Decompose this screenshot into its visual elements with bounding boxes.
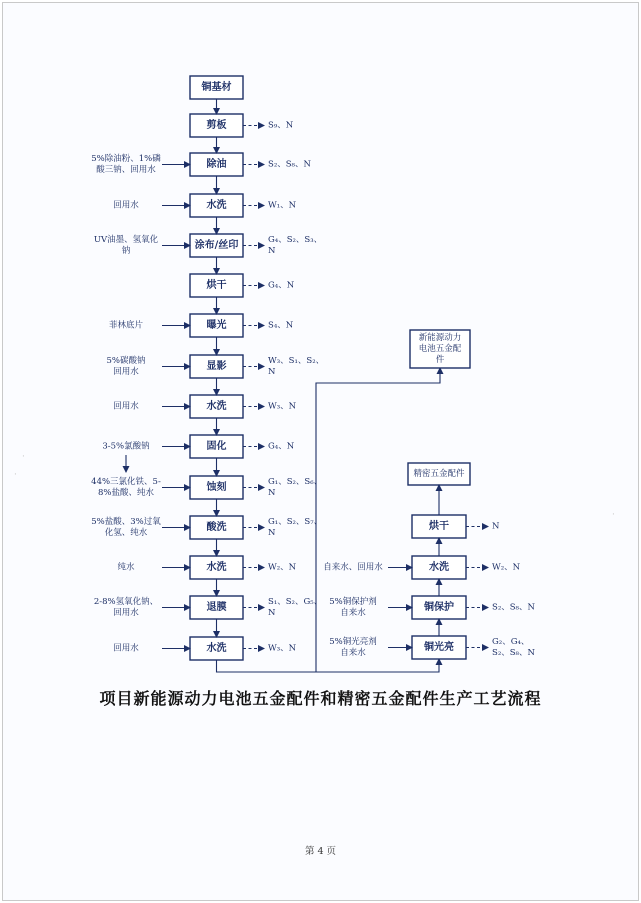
input-material-label: 5%铜光亮剂 (329, 637, 377, 647)
emission-label: S₂、S₈、N (492, 648, 535, 658)
emission-label: G₄、S₂、S₃、 (268, 235, 323, 245)
input-material-label: UV油墨、氢氧化 (93, 235, 159, 245)
process-label: 水洗 (206, 562, 227, 573)
input-material-label: 回用水 (113, 367, 139, 377)
emission-label: S₄、N (268, 320, 294, 331)
process-label: 铜基材 (201, 82, 232, 93)
input-material-label: 回用水 (113, 200, 139, 211)
process-label: 涂布/丝印 (194, 240, 239, 251)
input-material-label: 5%碳酸钠 (106, 356, 146, 366)
process-label: 退膜 (206, 602, 227, 613)
input-material-label: 5%除油粉、1%磷 (91, 154, 161, 164)
emission-label: S₂、S₈、N (492, 602, 535, 613)
product-label: 件 (435, 355, 445, 365)
scan-speck: · (612, 510, 615, 520)
scan-speck: · (22, 452, 25, 462)
process-label: 蚀刻 (206, 482, 227, 493)
input-material-label: 44%三氯化铁、5- (91, 477, 161, 487)
process-label: 水洗 (206, 401, 227, 412)
input-material-label: 自来水 (340, 608, 366, 618)
input-material-label: 自来水 (340, 648, 366, 658)
emission-label: G₄、N (268, 441, 295, 452)
input-material-label: 纯水 (117, 562, 135, 573)
process-label: 曝光 (206, 320, 227, 331)
emission-label: S₂、S₈、N (268, 159, 311, 170)
scan-speck: · (14, 470, 17, 480)
emission-label: W₂、N (268, 562, 297, 573)
route-to-precision (316, 659, 439, 672)
emission-label: G₁、S₂、S₇、 (268, 517, 323, 527)
product-label: 电池五金配 (418, 344, 462, 354)
input-material-label: 钠 (121, 246, 131, 256)
page-number: 第 4 页 (304, 846, 337, 857)
emission-label: N (268, 488, 276, 498)
input-material-label: 化氢、纯水 (104, 528, 148, 538)
diagram-title: 项目新能源动力电池五金配件和精密五金配件生产工艺流程 (99, 689, 542, 708)
emission-label: N (268, 528, 276, 538)
emission-label: W₃、S₁、S₂、 (268, 356, 325, 366)
input-material-label: 回用水 (113, 643, 139, 654)
emission-label: W₁、N (268, 200, 297, 211)
process-label: 水洗 (429, 562, 449, 573)
input-material-label: 5%盐酸、3%过氧 (91, 517, 161, 527)
input-material-label: 2-8%氢氧化钠、 (93, 597, 159, 607)
emission-label: W₂、N (492, 562, 521, 573)
emission-label: W₃、N (268, 401, 297, 412)
route-to-new-energy (217, 368, 441, 672)
process-label: 铜光亮 (424, 642, 454, 653)
process-label: 显影 (206, 361, 227, 372)
process-label: 固化 (206, 441, 227, 452)
process-label: 水洗 (206, 200, 227, 211)
emission-label: G₂、G₄、 (492, 637, 530, 647)
emission-label: S₉、N (268, 120, 294, 131)
emission-label: W₃、N (268, 643, 297, 654)
process-label: 铜保护 (424, 602, 454, 613)
process-label: 烘干 (429, 521, 449, 532)
input-material-label: 酸三钠、回用水 (96, 165, 156, 175)
emission-label: N (268, 608, 276, 618)
process-label: 剪板 (206, 120, 227, 131)
input-material-label: 8%盐酸、纯水 (98, 488, 154, 498)
process-label: 酸洗 (206, 522, 227, 533)
input-material-label: 回用水 (113, 401, 139, 412)
process-label: 水洗 (206, 643, 227, 654)
emission-label: N (268, 246, 276, 256)
emission-label: N (268, 367, 276, 377)
emission-label: G₄、N (268, 280, 295, 291)
input-material-label: 菲林底片 (108, 320, 144, 331)
emission-label: G₁、S₂、S₆、 (268, 477, 323, 487)
process-label: 烘干 (206, 280, 227, 291)
emission-label: S₁、S₂、G₅、 (268, 597, 323, 607)
input-material-label: 5%铜保护剂 (329, 597, 377, 607)
process-label: 除油 (206, 159, 227, 170)
input-material-label: 自来水、回用水 (323, 562, 383, 573)
input-material-label: 3-5%氯酸钠 (102, 441, 150, 452)
product-label: 精密五金配件 (413, 469, 465, 479)
product-label: 新能源动力 (418, 333, 462, 343)
input-material-label: 回用水 (113, 608, 139, 618)
emission-label: N (492, 521, 500, 532)
